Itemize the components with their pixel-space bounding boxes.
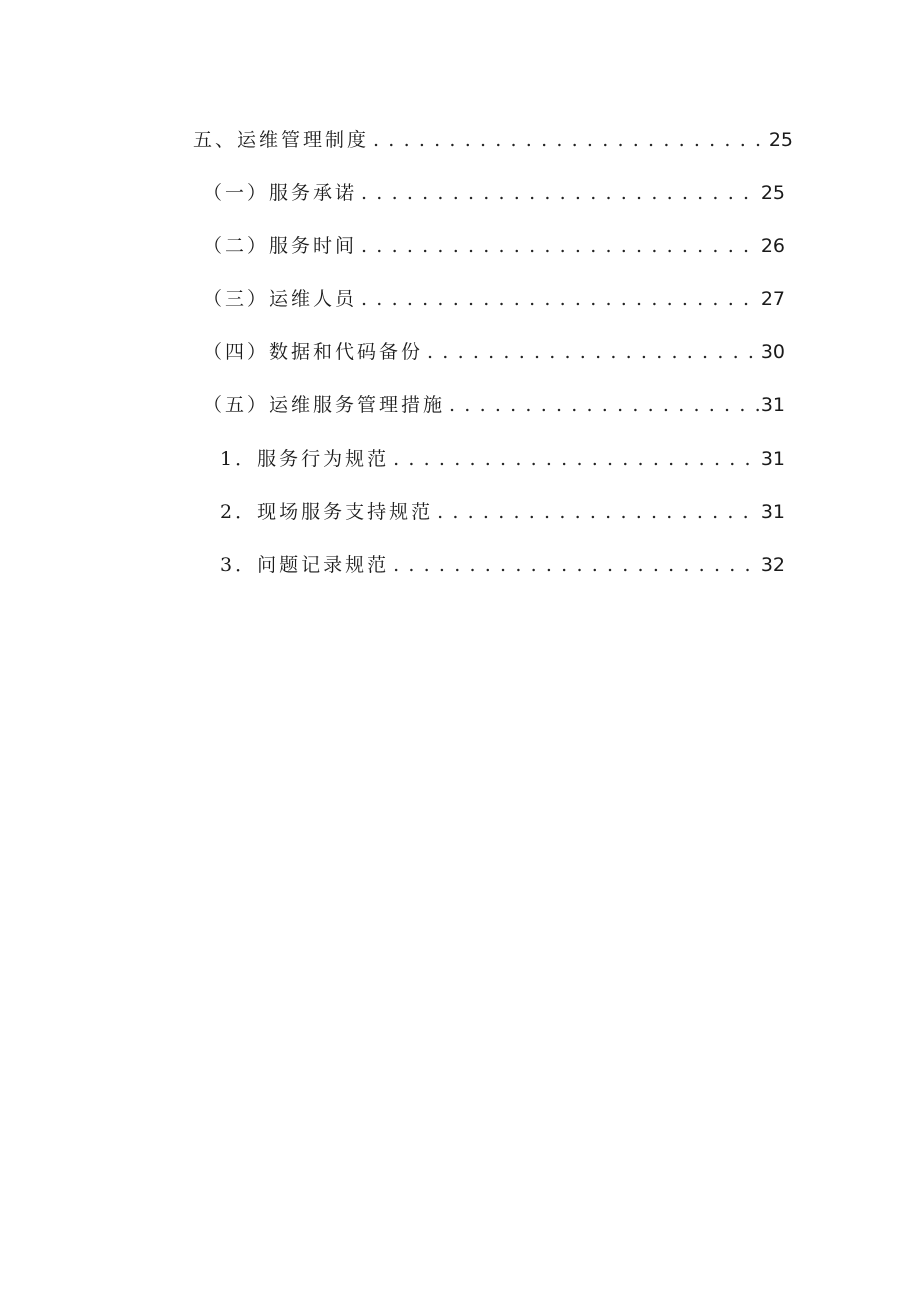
toc-entry-title: 2．现场服务支持规范 xyxy=(220,501,434,523)
toc-entry-page: 30 xyxy=(760,341,785,363)
toc-dot-leader xyxy=(393,554,759,576)
toc-entry-5-5[interactable] xyxy=(203,390,785,420)
toc-entry-title: 3．问题记录规范 xyxy=(220,554,390,576)
toc-entry-page: 31 xyxy=(760,448,785,470)
toc-dot-leader xyxy=(427,341,759,363)
toc-entry-page: 25 xyxy=(760,182,785,204)
toc-entry-page: 27 xyxy=(760,288,785,310)
toc-entry-page: 25 xyxy=(768,129,793,151)
toc-entry-5-5-1[interactable] xyxy=(220,444,785,474)
toc-entry-section-5[interactable] xyxy=(193,125,793,155)
toc-entry-page: 26 xyxy=(760,235,785,257)
toc-entry-page: 32 xyxy=(760,554,785,576)
toc-entry-5-3[interactable] xyxy=(203,284,785,314)
toc-dot-leader xyxy=(361,182,759,204)
toc-entry-title: （三）运维人员 xyxy=(203,288,358,310)
toc-dot-leader xyxy=(361,288,759,310)
toc-entry-page: 31 xyxy=(760,501,785,523)
toc-entry-page: 31 xyxy=(760,394,785,416)
toc-entry-title: （二）服务时间 xyxy=(203,235,358,257)
toc-dot-leader xyxy=(393,448,759,470)
toc-entry-title: 1．服务行为规范 xyxy=(220,448,390,470)
toc-entry-5-1[interactable] xyxy=(203,178,785,208)
toc-dot-leader xyxy=(437,501,759,523)
toc-entry-title: （五）运维服务管理措施 xyxy=(203,394,446,416)
toc-entry-title: （一）服务承诺 xyxy=(203,182,358,204)
toc-entry-title: 五、运维管理制度 xyxy=(193,129,370,151)
toc-entry-title: （四）数据和代码备份 xyxy=(203,341,424,363)
toc-entry-5-4[interactable] xyxy=(203,337,785,367)
toc-entry-5-2[interactable] xyxy=(203,231,785,261)
toc-dot-leader xyxy=(361,235,759,257)
toc-dot-leader xyxy=(373,129,767,151)
toc-entry-5-5-2[interactable] xyxy=(220,497,785,527)
toc-dot-leader xyxy=(449,394,759,416)
toc-entry-5-5-3[interactable] xyxy=(220,550,785,580)
